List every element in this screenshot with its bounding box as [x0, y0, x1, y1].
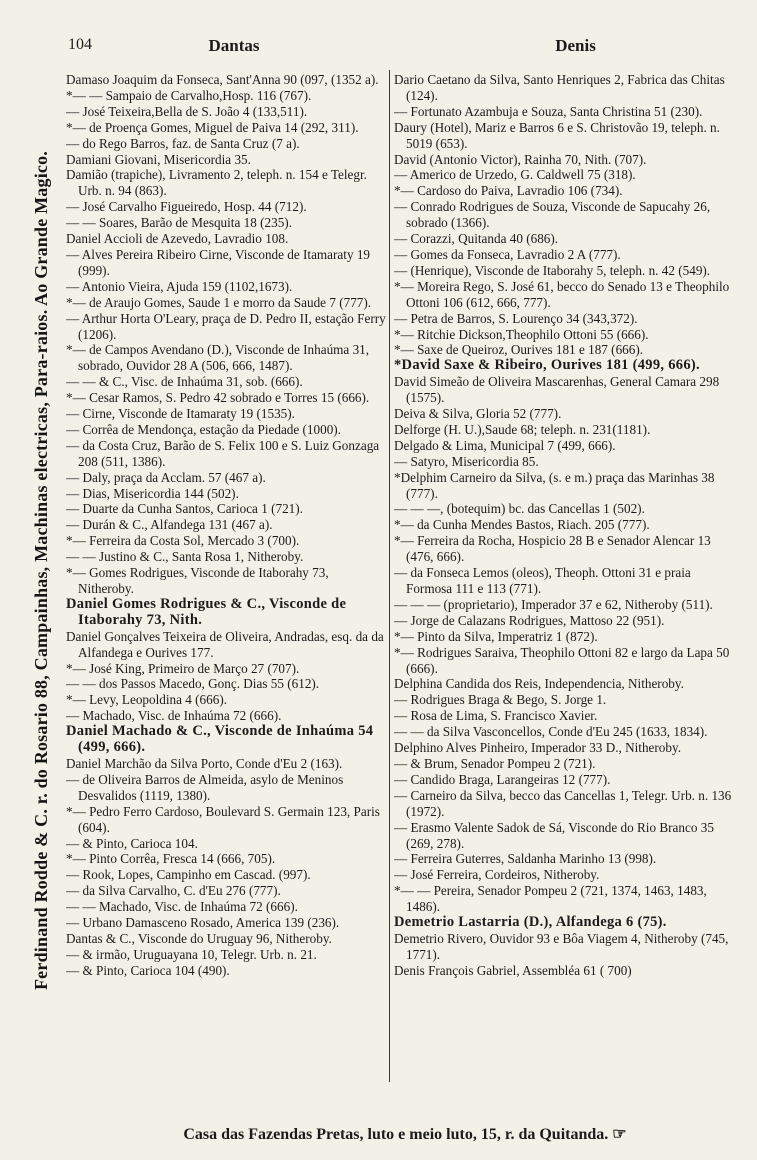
- column-divider: [389, 70, 390, 1082]
- directory-entry: *— Saxe de Queiroz, Ourives 181 e 187 (666).: [394, 342, 644, 358]
- directory-entry: *— Pedro Ferro Cardoso, Boulevard S. Germain 123, Paris (604).: [66, 803, 380, 835]
- directory-entry: *— Levy, Leopoldina 4 (666).: [66, 692, 228, 708]
- directory-entry: Daniel Accioli de Azevedo, Lavradio 108.: [66, 231, 289, 247]
- directory-entry: — Machado, Visc. de Inhaúma 72 (666).: [66, 708, 282, 724]
- directory-entry: *David Saxe & Ribeiro, Ourives 181 (499, 666).: [394, 357, 700, 374]
- directory-entry: — Ferreira Guterres, Saldanha Marinho 13 (998).: [394, 851, 657, 867]
- directory-entry: *— — Pereira, Senador Pompeu 2 (721, 1374, 1463, 1483, 1486).: [394, 883, 707, 915]
- directory-entry: — do Rego Barros, faz. de Santa Cruz (7 a).: [66, 135, 300, 151]
- left-column: [66, 72, 386, 1082]
- directory-entry: Demetrio Rivero, Ouvidor 93 e Bôa Viagem 4, Nitheroby (745, 1771).: [394, 930, 729, 962]
- directory-entry: *— de Araujo Gomes, Saude 1 e morro da Saude 7 (777).: [66, 294, 372, 310]
- directory-entry: *— de Campos Avendano (D.), Visconde de Inhaúma 31, sobrado, Ouvidor 28 A (506, 666, 1487).: [66, 342, 370, 374]
- directory-entry: — Candido Braga, Larangeiras 12 (777).: [394, 771, 611, 787]
- directory-entry: Deiva & Silva, Gloria 52 (777).: [394, 406, 562, 422]
- directory-entry: — Duarte da Cunha Santos, Carioca 1 (721).: [66, 501, 303, 517]
- directory-entry: — — da Silva Vasconcellos, Conde d'Eu 245 (1633, 1834).: [394, 724, 708, 740]
- directory-entry: — — Machado, Visc. de Inhaúma 72 (666).: [66, 899, 298, 915]
- directory-entry: — Corazzi, Quitanda 40 (686).: [394, 231, 559, 247]
- directory-entry: Delphina Candida dos Reis, Independencia, Nitheroby.: [394, 676, 684, 692]
- directory-entry: — Satyro, Misericordia 85.: [394, 453, 539, 469]
- directory-entry: *— Pinto Corrêa, Fresca 14 (666, 705).: [66, 851, 276, 867]
- directory-entry: — da Costa Cruz, Barão de S. Felix 100 e S. Luiz Gonzaga 208 (511, 1386).: [66, 437, 380, 469]
- directory-entry: Damião (trapiche), Livramento 2, teleph. n. 154 e Telegr. Urb. n. 94 (863).: [66, 167, 367, 199]
- directory-entry: — — dos Passos Macedo, Gonç. Dias 55 (612).: [66, 676, 320, 692]
- directory-entry: — José Ferreira, Cordeiros, Nitheroby.: [394, 867, 600, 883]
- directory-entry: — (Henrique), Visconde de Itaborahy 5, teleph. n. 42 (549).: [394, 262, 711, 278]
- directory-entry: — Americo de Urzedo, G. Caldwell 75 (318).: [394, 167, 636, 183]
- directory-entry: — Carneiro da Silva, becco das Cancellas 1, Telegr. Urb. n. 136 (1972).: [394, 787, 732, 819]
- directory-entry: — & Pinto, Carioca 104 (490).: [66, 962, 230, 978]
- directory-entry: *— Ferreira da Costa Sol, Mercado 3 (700).: [66, 533, 300, 549]
- directory-entry: — Antonio Vieira, Ajuda 159 (1102,1673).: [66, 278, 293, 294]
- directory-entry: David Simeão de Oliveira Mascarenhas, General Camara 298 (1575).: [394, 374, 720, 406]
- running-head-left: Dantas: [208, 36, 260, 55]
- directory-entry: — Corrêa de Mendonça, estação da Piedade (1000).: [66, 421, 341, 437]
- directory-entry: — — — (proprietario), Imperador 37 e 62, Nitheroby (511).: [394, 596, 713, 612]
- directory-entry: — José Carvalho Figueiredo, Hosp. 44 (712).: [66, 199, 307, 215]
- directory-entry: Dantas & C., Visconde do Uruguay 96, Nitheroby.: [66, 930, 332, 946]
- directory-entry: — Fortunato Azambuja e Souza, Santa Christina 51 (230).: [394, 103, 703, 119]
- directory-entry: — — Soares, Barão de Mesquita 18 (235).: [66, 215, 292, 231]
- directory-entry: Delgado & Lima, Municipal 7 (499, 666).: [394, 437, 616, 453]
- directory-entry: Damaso Joaquim da Fonseca, Sant'Anna 90 (097, (1352 a).: [66, 72, 379, 87]
- directory-entry: David (Antonio Victor), Rainha 70, Nith. (707).: [394, 151, 647, 167]
- directory-entry: — Rosa de Lima, S. Francisco Xavier.: [394, 708, 598, 724]
- directory-entry: — da Silva Carvalho, C. d'Eu 276 (777).: [66, 883, 281, 899]
- directory-entry: — Gomes da Fonseca, Lavradio 2 A (777).: [394, 246, 621, 262]
- directory-entry: — Dias, Misericordia 144 (502).: [66, 485, 239, 501]
- directory-entry: Dario Caetano da Silva, Santo Henriques 2, Fabrica das Chitas (124).: [394, 72, 725, 103]
- directory-entry: — & irmão, Uruguayana 10, Telegr. Urb. n. 21.: [66, 946, 317, 962]
- directory-entry: — Rook, Lopes, Campinho em Cascad. (997).: [66, 867, 311, 883]
- directory-entry: — Arthur Horta O'Leary, praça de D. Pedro II, estação Ferry (1206).: [66, 310, 386, 342]
- directory-entry: *— da Cunha Mendes Bastos, Riach. 205 (777).: [394, 517, 650, 533]
- directory-entry: — Cirne, Visconde de Itamaraty 19 (1535).: [66, 406, 295, 422]
- directory-entry: *Delphim Carneiro da Silva, (s. e m.) praça das Marinhas 38 (777).: [394, 469, 715, 501]
- directory-entry: — — Justino & C., Santa Rosa 1, Nitheroby.: [66, 549, 304, 565]
- directory-entry: — de Oliveira Barros de Almeida, asylo de Meninos Desvalidos (1119, 1380).: [66, 771, 344, 803]
- directory-entry: Daniel Gomes Rodrigues & C., Visconde de Itaborahy 73, Nith.: [66, 595, 347, 628]
- directory-entry: *— — Sampaio de Carvalho,Hosp. 116 (767).: [66, 87, 312, 103]
- page-number: 104: [68, 36, 92, 53]
- directory-entry: — José Teixeira,Bella de S. João 4 (133,511).: [66, 103, 308, 119]
- directory-entry: — Daly, praça da Acclam. 57 (467 a).: [66, 469, 266, 485]
- directory-entry: — Rodrigues Braga & Bego, S. Jorge 1.: [394, 692, 607, 708]
- directory-entry: *— Ritchie Dickson,Theophilo Ottoni 55 (666).: [394, 326, 649, 342]
- directory-entry: Daury (Hotel), Mariz e Barros 6 e S. Christovão 19, teleph. n. 5019 (653).: [394, 119, 720, 151]
- running-head-right: Denis: [555, 36, 596, 55]
- directory-entry: Damiani Giovani, Misericordia 35.: [66, 151, 251, 167]
- directory-entry: *— de Proença Gomes, Miguel de Paiva 14 (292, 311).: [66, 119, 359, 135]
- directory-entry: — Alves Pereira Ribeiro Cirne, Visconde de Itamaraty 19 (999).: [66, 246, 371, 278]
- directory-entry: — Jorge de Calazans Rodrigues, Mattoso 22 (951).: [394, 612, 665, 628]
- directory-entry: — Urbano Damasceno Rosado, America 139 (236).: [66, 915, 340, 931]
- directory-entry: — da Fonseca Lemos (oleos), Theoph. Ottoni 31 e praia Formosa 111 e 113 (771).: [394, 565, 691, 596]
- sidebar-advert-text: Ferdinand Rodde & C. r. do Rosario 88, Campainhas, Machinas electricas, Para-raios. Ao Grande Magico.: [30, 150, 51, 990]
- directory-entry: *— Moreira Rego, S. José 61, becco do Senado 13 e Theophilo Ottoni 106 (612, 666, 777).: [394, 278, 730, 310]
- directory-entry: Daniel Gonçalves Teixeira de Oliveira, Andradas, esq. da da Alfandega e Ourives 177.: [66, 628, 384, 660]
- directory-entry: *— Pinto da Silva, Imperatriz 1 (872).: [394, 628, 598, 644]
- directory-entry: *— Cardoso do Paiva, Lavradio 106 (734).: [394, 183, 623, 199]
- directory-entry: — & Pinto, Carioca 104.: [66, 835, 198, 851]
- directory-entry: Delforge (H. U.),Saude 68; teleph. n. 231(1181).: [394, 421, 651, 437]
- directory-entry: *— José King, Primeiro de Março 27 (707).: [66, 660, 300, 676]
- directory-entry: — — & C., Visc. de Inhaúma 31, sob. (666).: [66, 374, 303, 390]
- sidebar-advert: [22, 40, 60, 1100]
- directory-entry: — Petra de Barros, S. Lourenço 34 (343,372).: [394, 310, 638, 326]
- directory-entry: *— Rodrigues Saraiva, Theophilo Ottoni 82 e largo da Lapa 50 (666).: [394, 644, 730, 676]
- footer-advert: Casa das Fazendas Pretas, luto e meio luto, 15, r. da Quitanda. ☞: [183, 1126, 627, 1143]
- directory-entry: — Conrado Rodrigues de Souza, Visconde de Sapucahy 26, sobrado (1366).: [394, 199, 711, 231]
- directory-entry: Denis François Gabriel, Assembléa 61 ( 700): [394, 962, 632, 978]
- directory-entry: Demetrio Lastarria (D.), Alfandega 6 (75).: [394, 914, 667, 931]
- directory-entry: Daniel Marchão da Silva Porto, Conde d'Eu 2 (163).: [66, 755, 343, 771]
- directory-entry: *— Ferreira da Rocha, Hospicio 28 B e Senador Alencar 13 (476, 666).: [394, 533, 711, 565]
- directory-entry: *— Gomes Rodrigues, Visconde de Itaborahy 73, Nitheroby.: [66, 565, 329, 596]
- directory-entry: — Durán & C., Alfandega 131 (467 a).: [66, 517, 273, 533]
- directory-entry: Delphino Alves Pinheiro, Imperador 33 D., Nitheroby.: [394, 740, 682, 756]
- page-header: [68, 36, 743, 58]
- directory-entry: — & Brum, Senador Pompeu 2 (721).: [394, 755, 596, 771]
- directory-entry: — — —, (botequim) bc. das Cancellas 1 (502).: [394, 501, 645, 517]
- directory-entry: — Erasmo Valente Sadok de Sá, Visconde do Rio Branco 35 (269, 278).: [394, 819, 714, 851]
- directory-entry: Daniel Machado & C., Visconde de Inhaúma 54 (499, 666).: [66, 723, 374, 756]
- right-column: [394, 72, 739, 1082]
- directory-entry: *— Cesar Ramos, S. Pedro 42 sobrado e Torres 15 (666).: [66, 390, 370, 406]
